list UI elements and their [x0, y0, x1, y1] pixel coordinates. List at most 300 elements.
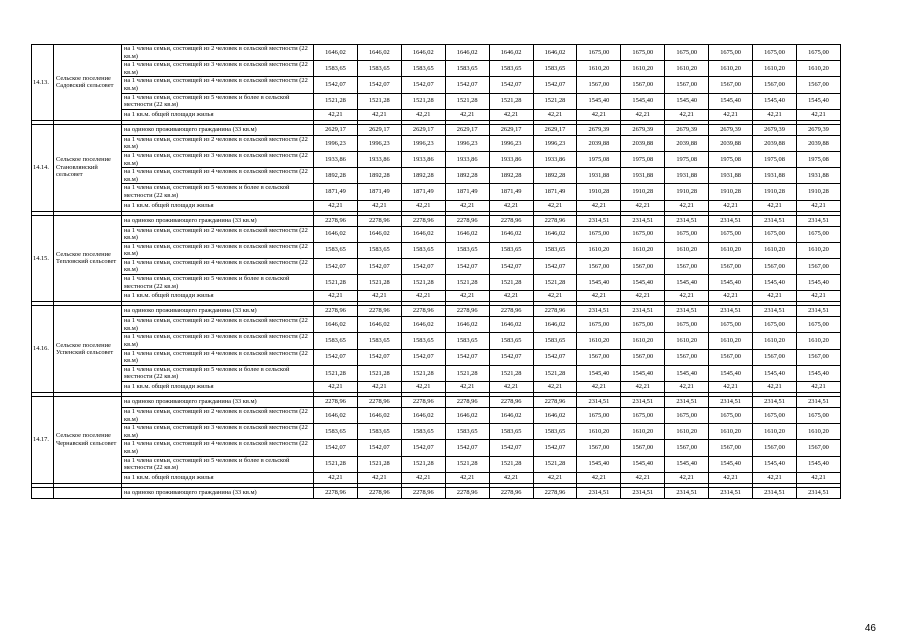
- value-cell: 2314,51: [753, 397, 797, 408]
- tariff-table-body: [32, 45, 841, 499]
- row-description: на одиноко проживающего гражданина (33 кв.м): [122, 397, 314, 408]
- value-cell: 2314,51: [665, 487, 709, 498]
- table-row: [32, 109, 841, 120]
- value-cell: 1646,02: [489, 226, 533, 242]
- settlement-name: [54, 487, 122, 498]
- value-cell: 42,21: [445, 472, 489, 483]
- value-cell: 42,21: [621, 200, 665, 211]
- value-cell: 1892,28: [357, 168, 401, 184]
- value-cell: 1521,28: [533, 275, 577, 291]
- value-cell: 2314,51: [753, 215, 797, 226]
- value-cell: 42,21: [533, 382, 577, 393]
- value-cell: 2629,17: [357, 124, 401, 135]
- value-cell: 2314,51: [621, 306, 665, 317]
- value-cell: 42,21: [489, 200, 533, 211]
- value-cell: 2039,88: [796, 135, 840, 151]
- value-cell: 1892,28: [445, 168, 489, 184]
- value-cell: 42,21: [445, 382, 489, 393]
- value-cell: 1931,88: [709, 168, 753, 184]
- value-cell: 1545,40: [577, 365, 621, 381]
- value-cell: 1675,00: [796, 226, 840, 242]
- value-cell: 1567,00: [753, 440, 797, 456]
- value-cell: 2629,17: [533, 124, 577, 135]
- settlement-index: 14.16.: [32, 306, 54, 393]
- row-description: на 1 члена семьи, состоящей из 5 человек и более в сельской местности (22 кв.м): [122, 275, 314, 291]
- value-cell: 2278,96: [445, 397, 489, 408]
- value-cell: 1646,02: [489, 45, 533, 61]
- value-cell: 1931,88: [753, 168, 797, 184]
- value-cell: 1675,00: [796, 408, 840, 424]
- value-cell: 1646,02: [533, 408, 577, 424]
- value-cell: 1646,02: [357, 408, 401, 424]
- value-cell: 1567,00: [665, 77, 709, 93]
- value-cell: 2679,39: [796, 124, 840, 135]
- value-cell: 42,21: [621, 472, 665, 483]
- value-cell: 1675,00: [753, 226, 797, 242]
- value-cell: 1542,07: [489, 440, 533, 456]
- value-cell: 1610,20: [621, 242, 665, 258]
- value-cell: 1567,00: [796, 349, 840, 365]
- value-cell: 1646,02: [357, 45, 401, 61]
- value-cell: 42,21: [665, 291, 709, 302]
- value-cell: 1545,40: [753, 275, 797, 291]
- table-row: [32, 151, 841, 167]
- value-cell: 1910,28: [709, 184, 753, 200]
- value-cell: 2314,51: [665, 215, 709, 226]
- value-cell: 1675,00: [621, 226, 665, 242]
- value-cell: 1933,86: [357, 151, 401, 167]
- row-description: на одиноко проживающего гражданина (33 кв.м): [122, 215, 314, 226]
- value-cell: 1521,28: [357, 456, 401, 472]
- row-description: на одиноко проживающего гражданина (33 кв.м): [122, 487, 314, 498]
- value-cell: 2314,51: [753, 306, 797, 317]
- value-cell: 2278,96: [314, 306, 358, 317]
- value-cell: 1521,28: [314, 365, 358, 381]
- value-cell: 2679,39: [665, 124, 709, 135]
- value-cell: 1892,28: [533, 168, 577, 184]
- value-cell: 1931,88: [665, 168, 709, 184]
- value-cell: 2314,51: [796, 487, 840, 498]
- value-cell: 1910,28: [621, 184, 665, 200]
- value-cell: 2314,51: [753, 487, 797, 498]
- table-row: [32, 291, 841, 302]
- value-cell: 1910,28: [753, 184, 797, 200]
- value-cell: 1567,00: [577, 440, 621, 456]
- table-row: [32, 487, 841, 498]
- row-description: на 1 члена семьи, состоящей из 3 человек в сельской местности (22 кв.м): [122, 151, 314, 167]
- value-cell: 2314,51: [577, 306, 621, 317]
- value-cell: 1610,20: [796, 424, 840, 440]
- value-cell: 1521,28: [445, 456, 489, 472]
- value-cell: 2278,96: [445, 306, 489, 317]
- value-cell: 1646,02: [314, 226, 358, 242]
- value-cell: 42,21: [314, 109, 358, 120]
- value-cell: 1545,40: [621, 456, 665, 472]
- value-cell: 42,21: [357, 200, 401, 211]
- table-row: [32, 382, 841, 393]
- value-cell: 1975,08: [665, 151, 709, 167]
- value-cell: 1545,40: [796, 93, 840, 109]
- value-cell: 1542,07: [357, 349, 401, 365]
- value-cell: 1675,00: [753, 408, 797, 424]
- value-cell: 42,21: [665, 472, 709, 483]
- value-cell: 2039,88: [753, 135, 797, 151]
- value-cell: 1675,00: [753, 45, 797, 61]
- value-cell: 42,21: [533, 291, 577, 302]
- value-cell: 1996,23: [533, 135, 577, 151]
- value-cell: 1542,07: [401, 258, 445, 274]
- value-cell: 2278,96: [314, 397, 358, 408]
- value-cell: 1583,65: [314, 61, 358, 77]
- value-cell: 1567,00: [753, 258, 797, 274]
- value-cell: 1892,28: [489, 168, 533, 184]
- value-cell: 1610,20: [577, 333, 621, 349]
- value-cell: 1675,00: [709, 317, 753, 333]
- value-cell: 42,21: [709, 382, 753, 393]
- value-cell: 1646,02: [445, 317, 489, 333]
- value-cell: 2039,88: [665, 135, 709, 151]
- value-cell: 1567,00: [577, 77, 621, 93]
- settlement-index: 14.14.: [32, 124, 54, 211]
- value-cell: 1583,65: [401, 242, 445, 258]
- table-row: [32, 45, 841, 61]
- value-cell: 1675,00: [796, 317, 840, 333]
- value-cell: 1567,00: [753, 349, 797, 365]
- value-cell: 2278,96: [489, 487, 533, 498]
- table-row: [32, 242, 841, 258]
- value-cell: 1646,02: [401, 45, 445, 61]
- value-cell: 2314,51: [709, 306, 753, 317]
- value-cell: 1610,20: [753, 333, 797, 349]
- value-cell: 1545,40: [665, 93, 709, 109]
- value-cell: 1675,00: [709, 45, 753, 61]
- value-cell: 1521,28: [357, 93, 401, 109]
- value-cell: 1931,88: [796, 168, 840, 184]
- value-cell: 1583,65: [401, 333, 445, 349]
- table-row: [32, 258, 841, 274]
- value-cell: 1545,40: [577, 275, 621, 291]
- value-cell: 1675,00: [577, 45, 621, 61]
- value-cell: 1610,20: [796, 333, 840, 349]
- table-row: [32, 168, 841, 184]
- table-row: [32, 77, 841, 93]
- value-cell: 1996,23: [489, 135, 533, 151]
- value-cell: 42,21: [445, 109, 489, 120]
- row-description: на 1 члена семьи, состоящей из 4 человек в сельской местности (22 кв.м): [122, 168, 314, 184]
- value-cell: 1910,28: [796, 184, 840, 200]
- table-row: [32, 226, 841, 242]
- value-cell: 1610,20: [709, 242, 753, 258]
- value-cell: 2314,51: [796, 397, 840, 408]
- value-cell: 42,21: [796, 291, 840, 302]
- value-cell: 1545,40: [709, 365, 753, 381]
- value-cell: 1542,07: [489, 349, 533, 365]
- value-cell: 1646,02: [401, 408, 445, 424]
- value-cell: 1583,65: [489, 61, 533, 77]
- row-description: на 1 кв.м. общей площади жилья: [122, 472, 314, 483]
- value-cell: 42,21: [314, 382, 358, 393]
- value-cell: 2278,96: [401, 215, 445, 226]
- value-cell: 1521,28: [357, 365, 401, 381]
- value-cell: 2314,51: [709, 397, 753, 408]
- value-cell: 1610,20: [709, 424, 753, 440]
- value-cell: 1931,88: [621, 168, 665, 184]
- value-cell: 1583,65: [489, 424, 533, 440]
- value-cell: 1521,28: [489, 93, 533, 109]
- value-cell: 2278,96: [533, 487, 577, 498]
- value-cell: 42,21: [357, 109, 401, 120]
- value-cell: 1583,65: [314, 242, 358, 258]
- value-cell: 1610,20: [621, 61, 665, 77]
- value-cell: 42,21: [401, 109, 445, 120]
- value-cell: 1646,02: [533, 317, 577, 333]
- value-cell: 1610,20: [577, 242, 621, 258]
- settlement-index: 14.17.: [32, 397, 54, 484]
- value-cell: 42,21: [577, 109, 621, 120]
- row-description: на 1 кв.м. общей площади жилья: [122, 109, 314, 120]
- value-cell: 2629,17: [401, 124, 445, 135]
- value-cell: 1910,28: [665, 184, 709, 200]
- value-cell: 42,21: [796, 382, 840, 393]
- value-cell: 1545,40: [709, 456, 753, 472]
- row-description: на 1 члена семьи, состоящей из 2 человек в сельской местности (22 кв.м): [122, 45, 314, 61]
- table-row: [32, 408, 841, 424]
- value-cell: 2629,17: [489, 124, 533, 135]
- value-cell: 1583,65: [445, 333, 489, 349]
- value-cell: 42,21: [621, 109, 665, 120]
- table-row: [32, 333, 841, 349]
- value-cell: 1521,28: [357, 275, 401, 291]
- value-cell: 2679,39: [577, 124, 621, 135]
- settlement-name: Сельское поселение Садовский сельсовет: [54, 45, 122, 121]
- value-cell: 2278,96: [445, 487, 489, 498]
- value-cell: 1871,49: [533, 184, 577, 200]
- value-cell: 1610,20: [577, 61, 621, 77]
- value-cell: 42,21: [796, 109, 840, 120]
- row-description: на 1 кв.м. общей площади жилья: [122, 200, 314, 211]
- value-cell: 1567,00: [621, 440, 665, 456]
- value-cell: 1567,00: [796, 440, 840, 456]
- value-cell: 42,21: [489, 472, 533, 483]
- value-cell: 2314,51: [796, 306, 840, 317]
- table-row: [32, 61, 841, 77]
- value-cell: 1542,07: [445, 440, 489, 456]
- value-cell: 1542,07: [357, 258, 401, 274]
- value-cell: 42,21: [796, 200, 840, 211]
- value-cell: 1646,02: [401, 317, 445, 333]
- value-cell: 1871,49: [314, 184, 358, 200]
- value-cell: 1567,00: [621, 349, 665, 365]
- settlement-name: Сельское поселение Становлянский сельсовет: [54, 124, 122, 211]
- value-cell: 42,21: [401, 291, 445, 302]
- page-number: 46: [864, 623, 876, 634]
- value-cell: 42,21: [357, 382, 401, 393]
- row-description: на 1 члена семьи, состоящей из 4 человек в сельской местности (22 кв.м): [122, 440, 314, 456]
- value-cell: 1996,23: [401, 135, 445, 151]
- value-cell: 42,21: [796, 472, 840, 483]
- value-cell: 1675,00: [577, 408, 621, 424]
- value-cell: 2278,96: [357, 397, 401, 408]
- value-cell: 1567,00: [665, 258, 709, 274]
- value-cell: 1975,08: [796, 151, 840, 167]
- value-cell: 1521,28: [314, 275, 358, 291]
- value-cell: 1675,00: [621, 317, 665, 333]
- value-cell: 1545,40: [753, 456, 797, 472]
- value-cell: 1610,20: [665, 61, 709, 77]
- value-cell: 2314,51: [621, 215, 665, 226]
- value-cell: 1545,40: [665, 456, 709, 472]
- settlement-index: 14.13.: [32, 45, 54, 121]
- value-cell: 1975,08: [753, 151, 797, 167]
- value-cell: 1871,49: [401, 184, 445, 200]
- value-cell: 1567,00: [577, 349, 621, 365]
- row-description: на 1 члена семьи, состоящей из 5 человек и более в сельской местности (22 кв.м): [122, 184, 314, 200]
- value-cell: 42,21: [533, 200, 577, 211]
- value-cell: 1675,00: [621, 408, 665, 424]
- value-cell: 1646,02: [533, 45, 577, 61]
- value-cell: 1521,28: [314, 93, 358, 109]
- value-cell: 42,21: [401, 200, 445, 211]
- value-cell: 42,21: [445, 291, 489, 302]
- value-cell: 1567,00: [753, 77, 797, 93]
- table-row: [32, 93, 841, 109]
- row-description: на 1 члена семьи, состоящей из 5 человек и более в сельской местности (22 кв.м): [122, 365, 314, 381]
- value-cell: 1675,00: [709, 226, 753, 242]
- value-cell: 1610,20: [753, 242, 797, 258]
- value-cell: 1646,02: [314, 317, 358, 333]
- value-cell: 42,21: [489, 109, 533, 120]
- value-cell: 42,21: [753, 200, 797, 211]
- value-cell: 42,21: [489, 291, 533, 302]
- value-cell: 2314,51: [709, 487, 753, 498]
- value-cell: 42,21: [621, 291, 665, 302]
- value-cell: 42,21: [665, 382, 709, 393]
- value-cell: 1610,20: [665, 242, 709, 258]
- value-cell: 2314,51: [621, 487, 665, 498]
- value-cell: 2314,51: [621, 397, 665, 408]
- value-cell: 2278,96: [489, 397, 533, 408]
- settlement-index: 14.15.: [32, 215, 54, 302]
- value-cell: 1545,40: [621, 275, 665, 291]
- value-cell: 1610,20: [796, 242, 840, 258]
- settlement-name: Сельское поселение Успенский сельсовет: [54, 306, 122, 393]
- row-description: на 1 члена семьи, состоящей из 3 человек в сельской местности (22 кв.м): [122, 424, 314, 440]
- row-description: на 1 кв.м. общей площади жилья: [122, 382, 314, 393]
- table-row: [32, 424, 841, 440]
- value-cell: 2314,51: [577, 487, 621, 498]
- value-cell: 1675,00: [665, 45, 709, 61]
- table-row: [32, 135, 841, 151]
- value-cell: 42,21: [753, 472, 797, 483]
- value-cell: 2278,96: [357, 306, 401, 317]
- value-cell: 1583,65: [357, 333, 401, 349]
- value-cell: 1545,40: [753, 365, 797, 381]
- value-cell: 2278,96: [357, 487, 401, 498]
- value-cell: 1583,65: [314, 424, 358, 440]
- value-cell: 1933,86: [445, 151, 489, 167]
- value-cell: 2314,51: [709, 215, 753, 226]
- value-cell: 2039,88: [577, 135, 621, 151]
- value-cell: 1583,65: [533, 424, 577, 440]
- value-cell: 1542,07: [401, 440, 445, 456]
- value-cell: 2278,96: [314, 487, 358, 498]
- value-cell: 1583,65: [445, 424, 489, 440]
- table-row: [32, 200, 841, 211]
- value-cell: 1996,23: [357, 135, 401, 151]
- value-cell: 1542,07: [401, 349, 445, 365]
- value-cell: 2278,96: [357, 215, 401, 226]
- value-cell: 42,21: [753, 382, 797, 393]
- value-cell: 2278,96: [401, 397, 445, 408]
- row-description: на 1 члена семьи, состоящей из 3 человек в сельской местности (22 кв.м): [122, 242, 314, 258]
- table-row: [32, 124, 841, 135]
- value-cell: 2278,96: [533, 215, 577, 226]
- value-cell: 1610,20: [621, 333, 665, 349]
- value-cell: 2278,96: [401, 306, 445, 317]
- value-cell: 1542,07: [445, 258, 489, 274]
- value-cell: 1545,40: [753, 93, 797, 109]
- settlement-index: [32, 487, 54, 498]
- row-description: на 1 члена семьи, состоящей из 2 человек в сельской местности (22 кв.м): [122, 135, 314, 151]
- value-cell: 1521,28: [489, 456, 533, 472]
- value-cell: 1583,65: [314, 333, 358, 349]
- value-cell: 42,21: [665, 109, 709, 120]
- value-cell: 1583,65: [357, 61, 401, 77]
- value-cell: 42,21: [314, 200, 358, 211]
- value-cell: 1871,49: [357, 184, 401, 200]
- table-row: [32, 456, 841, 472]
- value-cell: 1975,08: [709, 151, 753, 167]
- value-cell: 1521,28: [533, 365, 577, 381]
- value-cell: 1545,40: [709, 93, 753, 109]
- table-row: [32, 184, 841, 200]
- value-cell: 1871,49: [445, 184, 489, 200]
- table-row: [32, 317, 841, 333]
- value-cell: 1675,00: [577, 226, 621, 242]
- table-row: [32, 349, 841, 365]
- value-cell: 1933,86: [489, 151, 533, 167]
- value-cell: 1521,28: [401, 456, 445, 472]
- value-cell: 2039,88: [709, 135, 753, 151]
- value-cell: 1567,00: [709, 258, 753, 274]
- value-cell: 1892,28: [314, 168, 358, 184]
- table-row: [32, 275, 841, 291]
- value-cell: 1521,28: [445, 93, 489, 109]
- value-cell: 2039,88: [621, 135, 665, 151]
- table-row: [32, 472, 841, 483]
- table-row: [32, 306, 841, 317]
- value-cell: 1975,08: [621, 151, 665, 167]
- value-cell: 1646,02: [357, 317, 401, 333]
- value-cell: 42,21: [357, 472, 401, 483]
- value-cell: 1646,02: [533, 226, 577, 242]
- value-cell: 1545,40: [796, 456, 840, 472]
- value-cell: 42,21: [314, 291, 358, 302]
- value-cell: 1610,20: [753, 61, 797, 77]
- value-cell: 1521,28: [489, 275, 533, 291]
- value-cell: 1583,65: [445, 61, 489, 77]
- value-cell: 1675,00: [577, 317, 621, 333]
- value-cell: 1610,20: [796, 61, 840, 77]
- value-cell: 1521,28: [533, 456, 577, 472]
- value-cell: 1567,00: [709, 349, 753, 365]
- value-cell: 42,21: [445, 200, 489, 211]
- value-cell: 1646,02: [314, 45, 358, 61]
- value-cell: 1545,40: [796, 275, 840, 291]
- value-cell: 42,21: [709, 109, 753, 120]
- settlement-name: Сельское поселение Чернавский сельсовет: [54, 397, 122, 484]
- value-cell: 1675,00: [665, 226, 709, 242]
